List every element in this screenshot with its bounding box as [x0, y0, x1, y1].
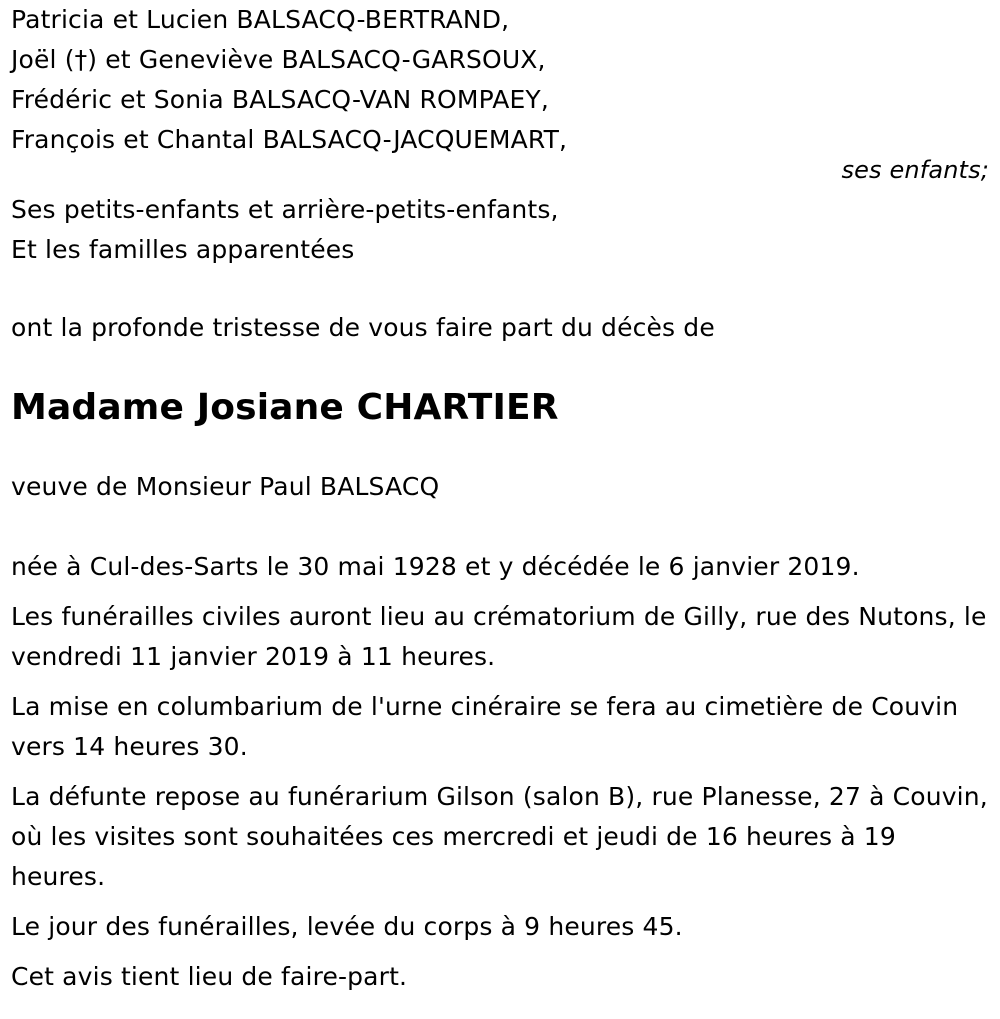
child-couple-2: Joël (†) et Geneviève BALSACQ-GARSOUX, [11, 45, 546, 74]
grandchildren-line: Ses petits-enfants et arrière-petits-enfants, [11, 195, 559, 224]
visitation-info: La défunte repose au funérarium Gilson (salon B), rue Planesse, 27 à Couvin, où les visites sont souhaitées ces mercredi et jeudi de 16 heures à 19 heures. [11, 782, 988, 891]
children-list [11, 0, 989, 160]
funeral-info: Les funérailles civiles auront lieu au crématorium de Gilly, rue des Nutons, le vendredi 11 janvier 2019 à 11 heures. [11, 602, 987, 671]
related-families-line: Et les familles apparentées [11, 235, 355, 264]
deceased-name: Madame Josiane CHARTIER [11, 387, 559, 428]
widow-of: veuve de Monsieur Paul BALSACQ [11, 472, 440, 501]
columbarium-info: La mise en columbarium de l'urne cinéraire se fera au cimetière de Couvin vers 14 heures 30. [11, 692, 959, 761]
children-relation: ses enfants; [841, 156, 989, 184]
child-couple-4: François et Chantal BALSACQ-JACQUEMART, [11, 125, 568, 154]
birth-death-info: née à Cul-des-Sarts le 30 mai 1928 et y décédée le 6 janvier 2019. [11, 552, 860, 581]
body-departure-info: Le jour des funérailles, levée du corps à 9 heures 45. [11, 912, 683, 941]
other-family [11, 190, 989, 270]
child-couple-3: Frédéric et Sonia BALSACQ-VAN ROMPAEY, [11, 85, 549, 114]
announcement: ont la profonde tristesse de vous faire part du décès de [11, 313, 715, 342]
child-couple-1: Patricia et Lucien BALSACQ-BERTRAND, [11, 5, 510, 34]
death-notice [11, 0, 989, 997]
closing-note: Cet avis tient lieu de faire-part. [11, 962, 408, 991]
